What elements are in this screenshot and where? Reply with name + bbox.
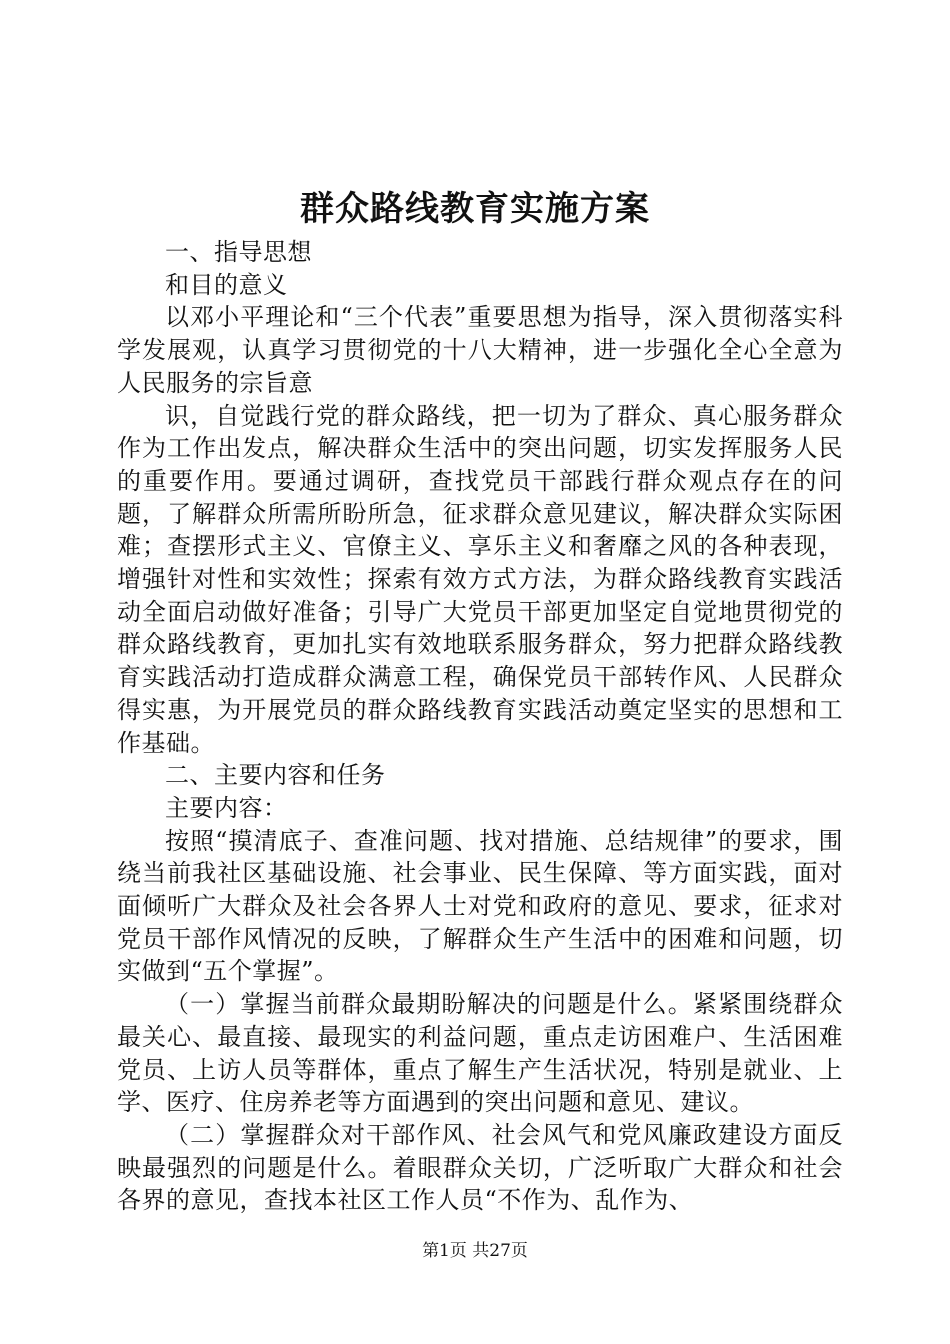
page-footer: 第1页 共27页 (422, 1241, 528, 1261)
heading-guiding-thought: 一、指导思想 (165, 238, 312, 266)
heading-purpose: 和目的意义 (165, 270, 288, 299)
body-paragraph: 按照“摸清底子、查准问题、找对措施、总结规律”的要求，围绕当前我社区基础设施、社会事业、民生保障、等方面实践，面对面倾听广大群众及社会各界人士对党和政府的意见、要求，征求对党员干部作风情况的反映，了解群众生产生活中的困难和问题，切实做到“五个掌握”。 (117, 826, 843, 986)
subheading-main-content: 主要内容： (165, 793, 288, 822)
document-title: 群众路线教育实施方案 (300, 189, 650, 229)
body-paragraph: 识，自觉践行党的群众路线，把一切为了群众、真心服务群众作为工作出发点，解决群众生活中的突出问题，切实发挥服务人民的重要作用。要通过调研，查找党员干部践行群众观点存在的问题，了解群众所需所盼所急，征求群众意见建议，解决群众实际困难；查摆形式主义、官僚主义、享乐主义和奢靡之风的各种表现，增强针对性和实效性；探索有效方式方法，为群众路线教育实践活动全面启动做好准备；引导广大党员干部更加坚定自觉地贯彻党的群众路线教育，更加扎实有效地联系服务群众，努力把群众路线教育实践活动打造成群众满意工程，确保党员干部转作风、人民群众得实惠，为开展党员的群众路线教育实践活动奠定坚实的思想和工作基础。 (117, 401, 843, 757)
body-paragraph: 以邓小平理论和“三个代表”重要思想为指导，深入贯彻落实科学发展观，认真学习贯彻党的十八大精神，进一步强化全心全意为人民服务的宗旨意 (117, 303, 843, 397)
body-paragraph: （二）掌握群众对干部作风、社会风气和党风廉政建设方面反映最强烈的问题是什么。着眼群众关切，广泛听取广大群众和社会各界的意见，查找本社区工作人员“不作为、乱作为、 (117, 1120, 843, 1215)
body-paragraph: （一）掌握当前群众最期盼解决的问题是什么。紧紧围绕群众最关心、最直接、最现实的利益问题，重点走访困难户、生活困难党员、上访人员等群体，重点了解生产生活状况，特别是就业、上学、医疗、住房养老等方面遇到的突出问题和意见、建议。 (117, 990, 843, 1117)
document-body (117, 236, 843, 1217)
heading-main-content: 二、主要内容和任务 (165, 761, 386, 790)
